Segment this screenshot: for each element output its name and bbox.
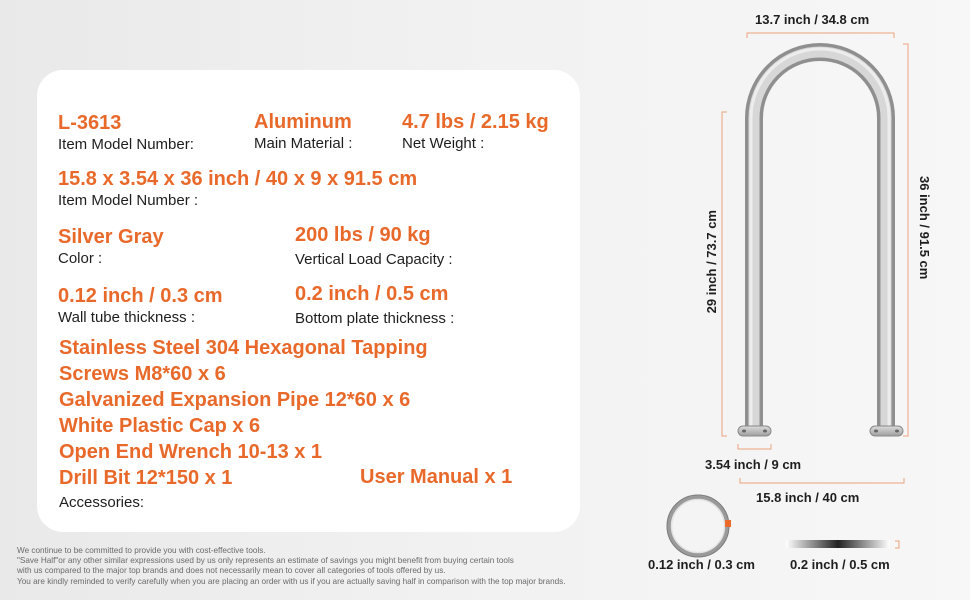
- bike-rack-diagram: [600, 0, 970, 600]
- spec-value: 0.2 inch / 0.5 cm: [295, 283, 449, 305]
- rack-u-tube: [751, 49, 889, 433]
- disclaimer-line: We continue to be committed to provide you with cost-effective tools.: [17, 546, 266, 555]
- spec-value: 4.7 lbs / 2.15 kg: [402, 111, 549, 133]
- spec-material: [254, 110, 352, 153]
- dim-base-depth: 3.54 inch / 9 cm: [705, 457, 802, 472]
- spec-value: L-3613: [58, 112, 122, 134]
- spec-label: Item Model Number:: [58, 136, 194, 153]
- spec-color: [58, 225, 164, 268]
- disclaimer: [17, 546, 566, 587]
- accessory-item: Drill Bit 12*150 x 1: [59, 467, 233, 489]
- spec-value: 200 lbs / 90 kg: [295, 224, 431, 246]
- spec-value: Silver Gray: [58, 226, 164, 248]
- accessory-item: Screws M8*60 x 6: [59, 363, 226, 385]
- spec-value: Aluminum: [254, 111, 352, 133]
- spec-label: Item Model Number :: [58, 192, 199, 209]
- spec-label: Vertical Load Capacity :: [295, 251, 453, 268]
- spec-label: Wall tube thickness :: [58, 309, 195, 326]
- spec-plate-thickness: [295, 282, 454, 328]
- accessory-manual: User Manual x 1: [360, 466, 513, 488]
- base-plate-left: [738, 426, 771, 436]
- base-plate-right: [870, 426, 903, 436]
- spec-weight: [402, 110, 549, 153]
- accessory-item: Stainless Steel 304 Hexagonal Tapping: [59, 337, 428, 359]
- dim-base-width: 15.8 inch / 40 cm: [756, 490, 860, 505]
- dim-top-width: 13.7 inch / 34.8 cm: [755, 12, 870, 27]
- spec-load: [295, 223, 453, 269]
- disclaimer-line: You are kindly reminded to verify carefully when you are placing an order with us if you are actually saving half in comparison with the top major brands.: [17, 576, 566, 586]
- spec-value: 15.8 x 3.54 x 36 inch / 40 x 9 x 91.5 cm: [58, 168, 418, 190]
- tube-cross-section: [667, 495, 731, 557]
- disclaimer-line: "Save Half"or any other similar expressions used by us only represents an estimate of savings you might benefit from buying certain tools: [17, 556, 514, 566]
- spec-label: Color :: [58, 250, 103, 267]
- spec-model: [58, 111, 194, 154]
- dim-tube-wall: 0.12 inch / 0.3 cm: [648, 557, 755, 572]
- dim-plate-thickness: 0.2 inch / 0.5 cm: [790, 557, 890, 572]
- spec-size: [58, 167, 417, 210]
- spec-wall-thickness: [58, 284, 223, 327]
- accessory-item: White Plastic Cap x 6: [59, 415, 261, 437]
- disclaimer-line: with us compared to the major top brands and does not necessarily mean to cover all categories of tools offered by us.: [17, 566, 446, 576]
- spec-label: Net Weight :: [402, 135, 485, 152]
- accessories-label: Accessories:: [59, 494, 145, 511]
- spec-label: Bottom plate thickness :: [295, 310, 455, 327]
- accessory-item: Open End Wrench 10-13 x 1: [59, 441, 323, 463]
- spec-label: Main Material :: [254, 135, 353, 152]
- plate-section-bar: [786, 540, 890, 548]
- dim-inner-height: 29 inch / 73.7 cm: [704, 210, 719, 314]
- accessory-item: Galvanized Expansion Pipe 12*60 x 6: [59, 389, 411, 411]
- dim-total-height: 36 inch / 91.5 cm: [917, 176, 932, 280]
- spec-value: 0.12 inch / 0.3 cm: [58, 285, 223, 307]
